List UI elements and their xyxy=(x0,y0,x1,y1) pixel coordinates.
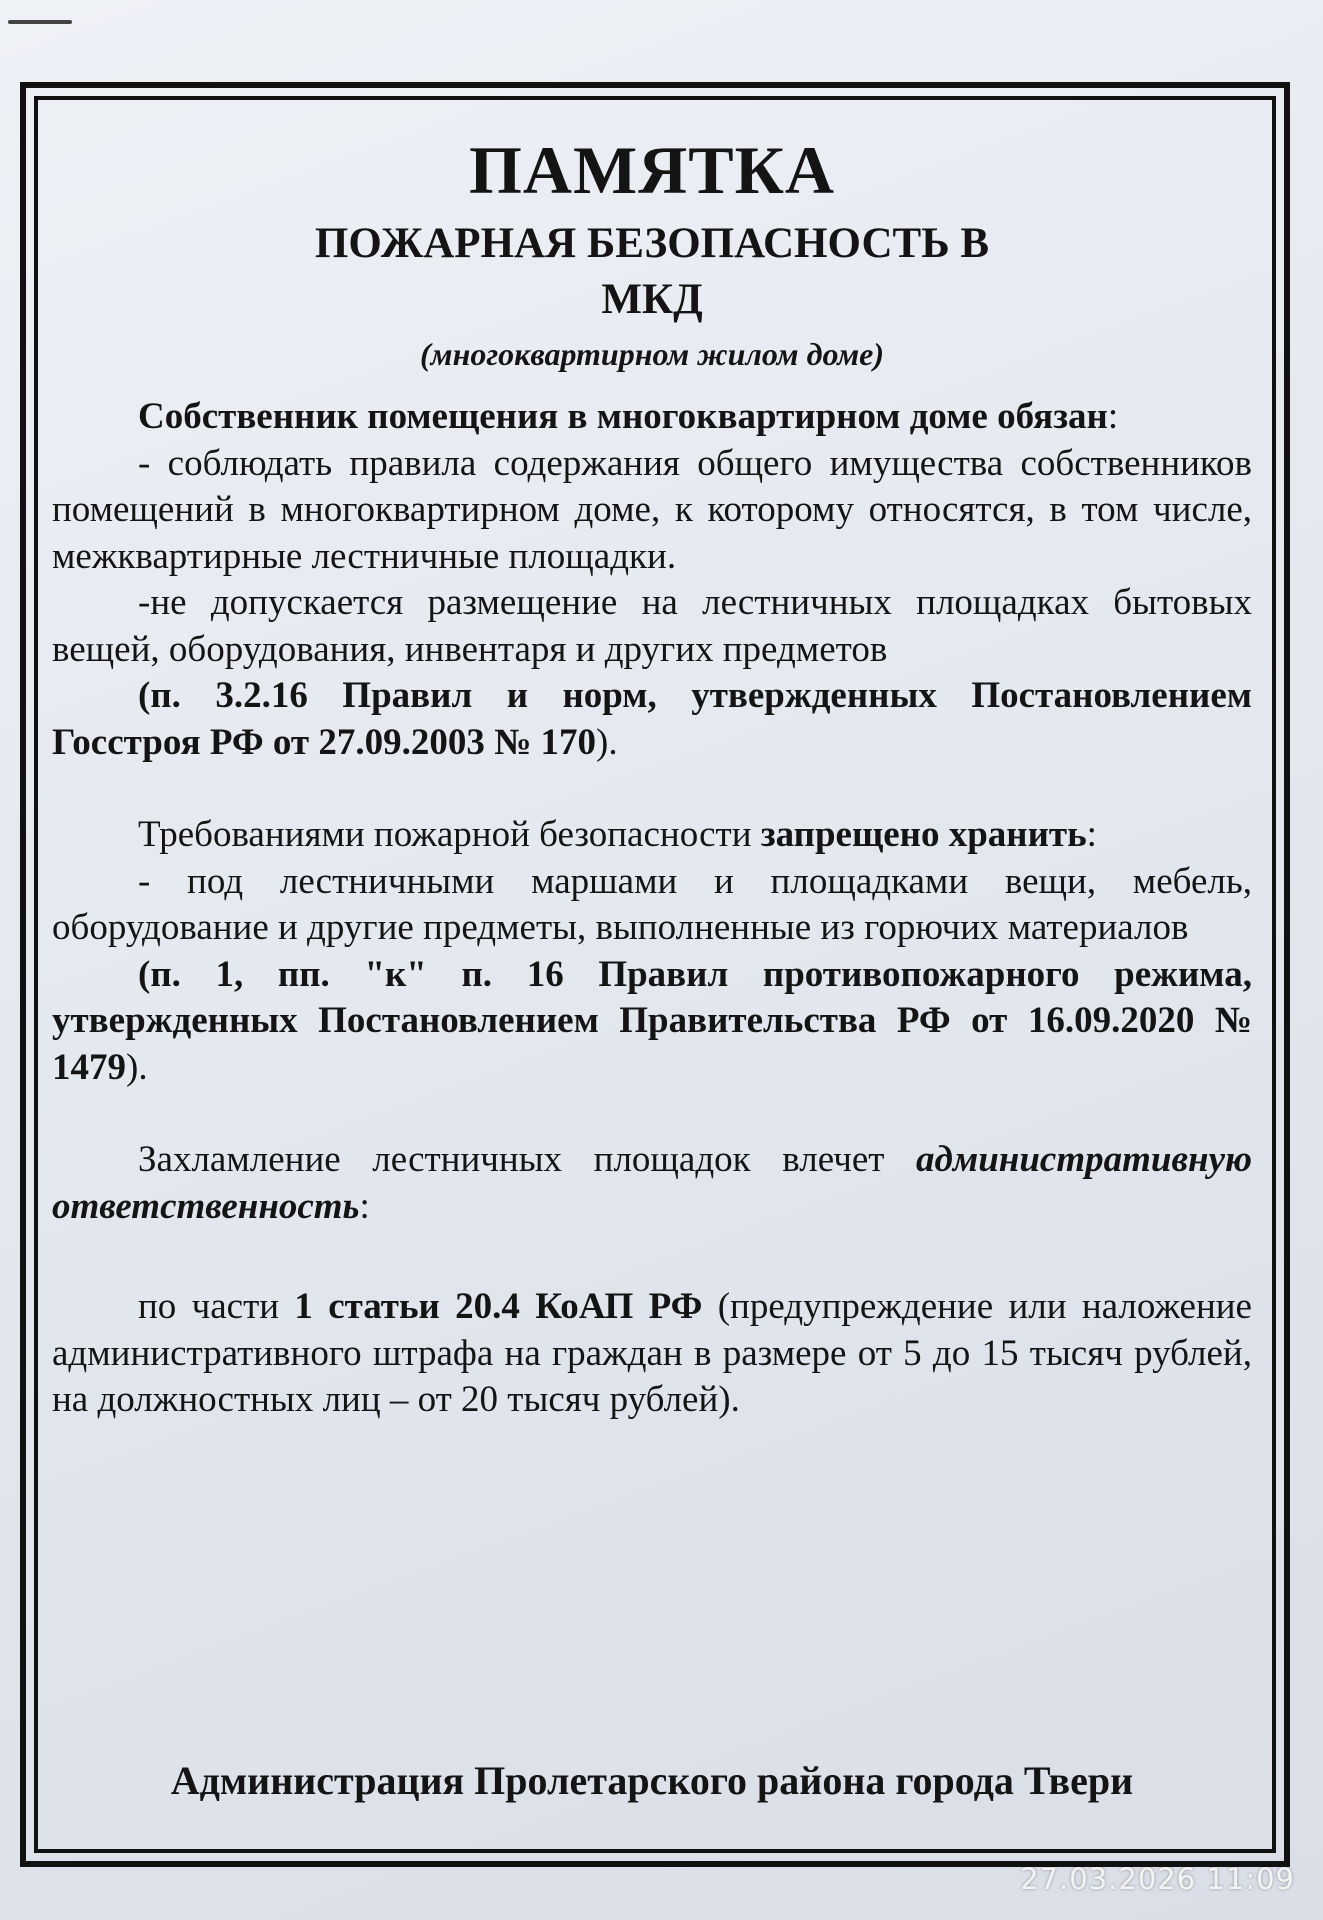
duty-item-1: - соблюдать правила содержания общего имущества собственников помещений в многоквартирном доме, к которому относятся, в том числе, межквартирные лестничные площадки. xyxy=(52,442,1252,577)
owner-duty-heading xyxy=(52,394,1252,441)
notice-content xyxy=(52,120,1252,1424)
photo-timestamp: 27.03.2026 11:09 xyxy=(1020,1862,1295,1896)
subtitle-note: (многоквартирном жилом доме) xyxy=(419,336,884,372)
spacer xyxy=(52,1230,1252,1284)
storage-ban-heading xyxy=(52,812,1252,859)
liability-lead: Захламление лестничных площадок влечет xyxy=(138,1139,917,1180)
duty-item-2: -не допускается размещение на лестничных площадках бытовых вещей, оборудования, инвентаря и других предметов xyxy=(52,582,1252,670)
storage-ban-reference xyxy=(52,952,1252,1092)
subtitle-line-2: МКД xyxy=(601,276,703,323)
storage-ban-bold: запрещено хранить xyxy=(760,814,1087,855)
spacer xyxy=(52,1091,1252,1137)
storage-ban-reference-text: (п. 1, пп. "к" п. 16 Правил противопожарного режима, утвержденных Постановлением Правительства РФ от 16.09.2020 № 1479 xyxy=(52,953,1252,1088)
storage-ban-colon: : xyxy=(1086,814,1097,855)
liability-colon: : xyxy=(359,1185,370,1227)
issuer-footer: Администрация Пролетарского района города Твери xyxy=(170,1758,1134,1803)
liability-statement xyxy=(52,1137,1252,1230)
spacer xyxy=(52,766,1252,812)
storage-ban-reference-end: ). xyxy=(126,1046,148,1088)
subtitle-line-1: ПОЖАРНАЯ БЕЗОПАСНОСТЬ В xyxy=(314,220,990,267)
penalty-details: (предупреждение или наложение административного штрафа на граждан в размере от 5 до 15 тысяч рублей, на должностных лиц – от 20 тысяч рублей). xyxy=(52,1286,1252,1420)
penalty-lead: по части xyxy=(138,1286,295,1327)
penalty-statement xyxy=(52,1284,1252,1424)
penalty-article: 1 статьи 20.4 КоАП РФ xyxy=(294,1286,703,1327)
liability-emphasis: административную ответственность xyxy=(52,1139,1252,1227)
duty-reference-text: (п. 3.2.16 Правил и норм, утвержденных Постановлением Госстроя РФ от 27.09.2003 № 170 xyxy=(52,675,1252,763)
storage-ban-item: - под лестничными маршами и площадками вещи, мебель, оборудование и другие предметы, выполненные из горючих материалов xyxy=(52,860,1252,948)
notice-subtitle xyxy=(52,216,1252,328)
owner-duty-heading-text: Собственник помещения в многоквартирном доме обязан xyxy=(138,396,1108,437)
corner-mark xyxy=(8,20,72,24)
notice-title: ПАМЯТКА xyxy=(468,132,836,208)
storage-ban-lead: Требованиями пожарной безопасности xyxy=(138,814,761,855)
owner-duty-colon: : xyxy=(1107,396,1119,437)
duty-reference xyxy=(52,673,1252,766)
duty-reference-end: ). xyxy=(596,721,618,763)
